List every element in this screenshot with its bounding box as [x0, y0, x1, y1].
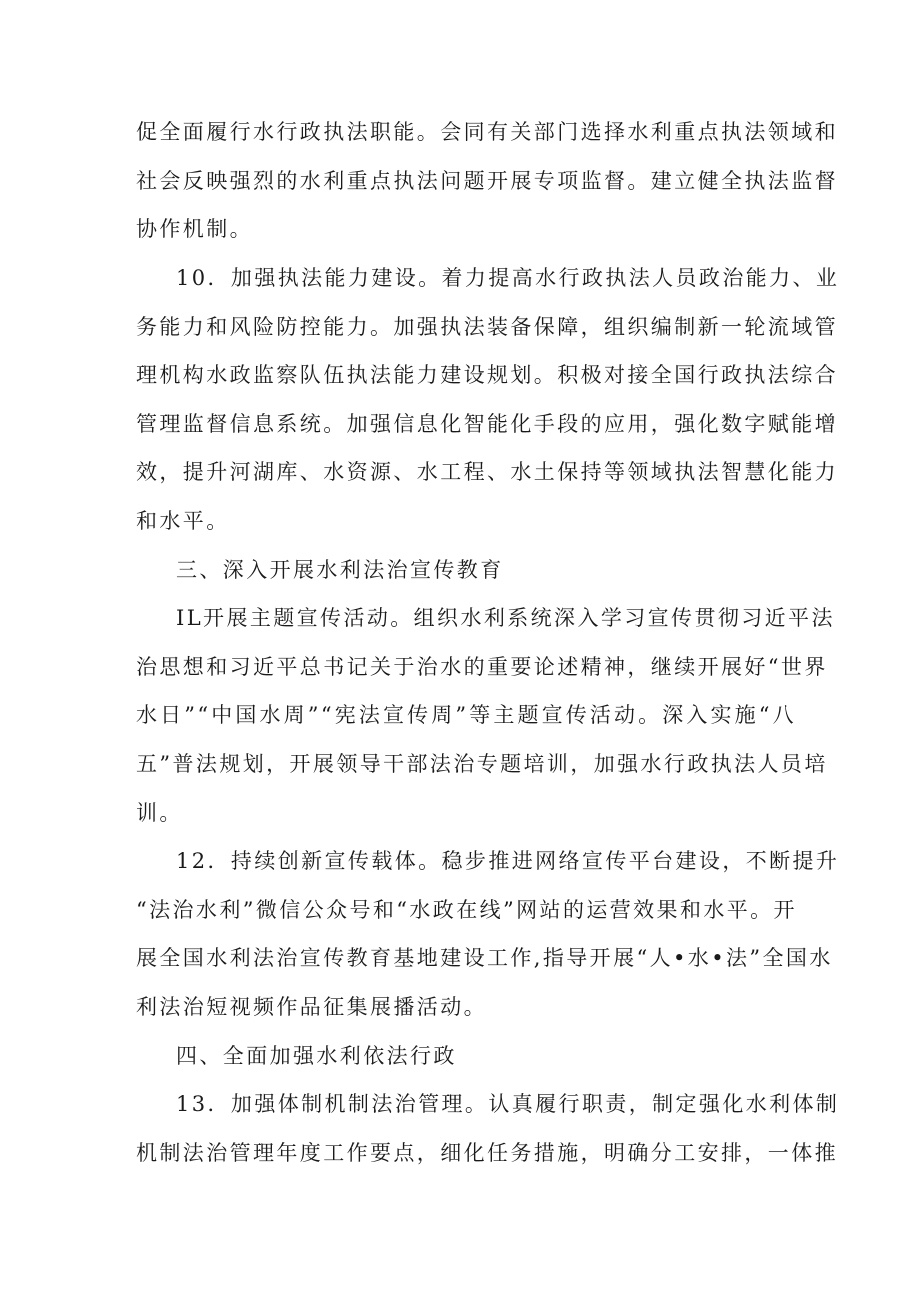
paragraph-line: 10．加强执法能力建设。着力提高水行政执法人员政治能力、业 — [176, 266, 840, 290]
paragraph-line: 效，提升河湖库、水资源、水工程、水土保持等领域执法智慧化能力 — [136, 460, 838, 484]
paragraph-line: 五”普法规划，开展领导干部法治专题培训，加强水行政执法人员培 — [136, 752, 828, 776]
paragraph-line: 13．加强体制机制法治管理。认真履行职责，制定强化水利体制 — [176, 1092, 840, 1116]
section-heading: 三、深入开展水利法治宣传教育 — [176, 558, 504, 582]
paragraph-line: “法治水利”微信公众号和“水政在线”网站的运营效果和水平。开 — [136, 898, 797, 922]
paragraph-line: 务能力和风险防控能力。加强执法装备保障，组织编制新一轮流域管 — [136, 315, 838, 339]
section-heading: 四、全面加强水利依法行政 — [176, 1044, 457, 1068]
paragraph-line: 水日”“中国水周”“宪法宣传周”等主题宣传活动。深入实施“八 — [136, 703, 796, 727]
paragraph-line: 利法治短视频作品征集展播活动。 — [136, 995, 487, 1019]
paragraph-line: 12．持续创新宣传载体。稳步推进网络宣传平台建设，不断提升 — [176, 849, 840, 873]
paragraph-line: 管理监督信息系统。加强信息化智能化手段的应用，强化数字赋能增 — [136, 412, 838, 436]
paragraph-line: 机制法治管理年度工作要点，细化任务措施，明确分工安排，一体推 — [136, 1141, 838, 1165]
paragraph-line: 和水平。 — [136, 509, 230, 533]
paragraph-line: 训。 — [136, 801, 183, 825]
paragraph-line: 社会反映强烈的水利重点执法问题开展专项监督。建立健全执法监督 — [136, 169, 838, 193]
paragraph-line: 展全国水利法治宣传教育基地建设工作,指导开展“人•水•法”全国水 — [136, 946, 833, 970]
paragraph-line: 理机构水政监察队伍执法能力建设规划。积极对接全国行政执法综合 — [136, 363, 838, 387]
paragraph-line: 协作机制。 — [136, 217, 253, 241]
paragraph-line: 治思想和习近平总书记关于治水的重要论述精神，继续开展好“世界 — [136, 655, 828, 679]
paragraph-line: IL开展主题宣传活动。组织水利系统深入学习宣传贯彻习近平法 — [176, 606, 835, 630]
paragraph-line: 促全面履行水行政执法职能。会同有关部门选择水利重点执法领域和 — [136, 120, 838, 144]
